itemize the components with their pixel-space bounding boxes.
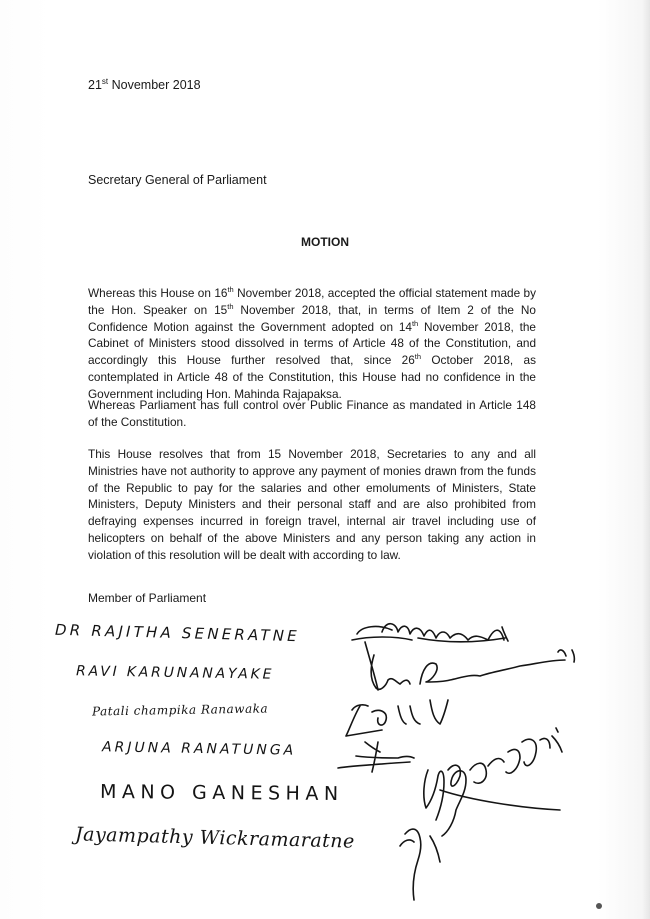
handwritten-name-1: DR RAJITHA SENERATNE	[54, 620, 301, 646]
p1-sup-d: th	[414, 352, 422, 362]
p1-text-c: November 2018, that, in terms of Item 2 of the No Confidence Motion against the Government adopted on 14	[88, 302, 536, 334]
p1-text-d: November 2018, the Cabinet of Ministers stood dissolved in terms of Article 48 of the Constitution, and accordingly this House further resolved that, since 26	[88, 319, 536, 368]
date-suffix: st	[101, 77, 109, 86]
handwritten-name-2: RAVI KARUNANAYAKE	[75, 663, 275, 683]
p1-text-e: October 2018, as contemplated in Article 48 of the Constitution, this House had no confidence in the Government including Hon. Mahinda Rajapaksa.	[88, 353, 536, 401]
paragraph-whereas-house	[88, 285, 536, 403]
addressee: Secretary General of Parliament	[88, 173, 267, 187]
handwritten-name-3: Patali champika Ranawaka	[91, 701, 269, 719]
p1-sup-a: th	[227, 285, 234, 295]
signature-label: Member of Parliament	[88, 591, 207, 605]
p1-sup-c: th	[411, 318, 419, 328]
handwritten-name-4: ARJUNA RANATUNGA	[101, 739, 297, 759]
document-title: MOTION	[301, 235, 349, 249]
page-edge-shadow	[642, 0, 650, 919]
date-rest: November 2018	[108, 78, 201, 93]
signature-6	[400, 829, 440, 900]
paragraph-resolution: This House resolves that from 15 November 2018, Secretaries to any and all Ministries have not authority to approve any payment of monies drawn from the funds of the Republic to pay for the salaries and other emoluments of Ministers, State Ministers, Deputy Ministers and their personal staff and are also prohibited from defraying expenses incurred in foreign travel, internal air travel including use of helicopters on behalf of the above Ministers and any person taking any action in violation of this resolution will be dealt with according to law.	[88, 447, 536, 562]
p1-sup-b: th	[227, 301, 234, 311]
date-day: 21	[88, 78, 102, 93]
handwritten-name-6: Jayampathy Wickramaratne	[74, 823, 356, 853]
page-mark	[596, 903, 602, 909]
signature-5	[424, 728, 562, 836]
signature-3	[346, 700, 448, 736]
signature-2	[365, 642, 574, 690]
p1-text-b: November 2018, accepted the official statement made by the Hon. Speaker on 15	[88, 286, 536, 317]
signature-1	[352, 624, 508, 642]
handwritten-name-5: MANO GANESHAN	[99, 780, 344, 806]
paragraph-whereas-parliament: Whereas Parliament has full control over Public Finance as mandated in Article 148 of the Constitution.	[88, 398, 536, 429]
document-date	[88, 77, 201, 92]
p1-text-a: Whereas this House on 16	[88, 286, 228, 300]
signature-4	[338, 742, 414, 772]
